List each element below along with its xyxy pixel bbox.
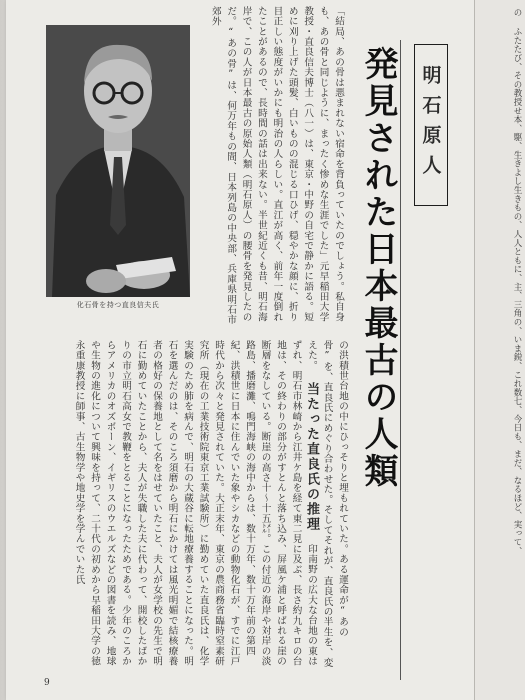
right-page-text: の ふたたび、その教授せ本、駆、生きよし生きもの、人人ともに、主、三角の、いま鋭、これ数七、今日も、まだ、なるほど、実って、 bbox=[512, 8, 522, 556]
portrait-illustration bbox=[46, 25, 190, 297]
column-rule bbox=[400, 40, 401, 680]
subheading: 当たった直良氏の推理 bbox=[304, 382, 319, 533]
section-label bbox=[414, 44, 448, 206]
bottom-body-text bbox=[48, 340, 350, 672]
article-title: 発見された日本最古の人類 bbox=[358, 46, 398, 490]
page-number: 9 bbox=[44, 678, 50, 688]
bottom-body-main: 印南野の広大な台地の東はずれ、明石市林崎から江井ケ島を経て東二見に及ぶ、長さ約九キロの台地は、その終わりの部分がすとんと落ち込み、屏風ケ浦と呼ばれる崖の断層をなしている。断崖の高さ十〜十五㍍。この付近の海岸や対岸の淡路島、播磨灘、鳴門海峡の海中からは、数十万年、数十万年前の第四紀、洪積世に日本に住んでいた象やシカなどの動物化石が、すでに江戸時代から次々と発見されていた。大正末年、東京の農商務省臨時窒素研究所（現在の工業技術院東京工業試験所）に勤めていた直良氏は、化学実験のため肺を病んで、明石の大蔵谷に転地療養することになった。明石を選んだのは、そのころ須磨から明石にかけては風光明媚で結核療養者の格好の保養地として名をはせていたこと、夫人が女学校の先生で明石に勤めていたことから、夫人が失職した夫に代わって、開校したばかりの市立明石高女で教鞭をとることになったためである。少年のころからアメリカのオズボーン、イギリスのウエルズなどの図書を読み、地球や生物の進化について興味を持って、二十代の初めから早稲田大学の徳永重康教授に師事、古生物学や地史学を学んでいた氏 bbox=[73, 340, 317, 667]
photo-caption: 化石骨を持つ直良信夫氏 bbox=[76, 301, 160, 309]
bottom-body-intro: の洪積世台地の中にひっそりと埋もれていた。ある運命が“あの骨”を、直良氏にめぐり合わせた。そしてそれが、直良氏の半生を、変えた。 bbox=[306, 340, 348, 668]
top-body-text: 「結局、あの骨は悪まれない宿命を背負っていたのでしょう。私自身も、あの骨と同じように、まったく惨めな生涯でした」元早稲田大学教授・直良信夫博士（八一）は、東京・中野の自宅で静かに語る。短めに刈り上げた頭髪、白いものの混じる口ひげ、穏やかな顔に、折り目正しい態度がいかにも明治の人らしい。直江が高く、前年一度倒れたことがあるので、長時間の話は出来ない。半世紀近くも昔、明石海岸で、この人が日本最古の原始人類（明石原人）の腰骨を発見したのだ。“あの骨”は、何万年もの間、日本列島の中央部、兵庫県明石市郊外 bbox=[209, 6, 344, 325]
portrait-photo bbox=[46, 25, 190, 297]
section-label-text: 明石原人 bbox=[419, 65, 442, 185]
